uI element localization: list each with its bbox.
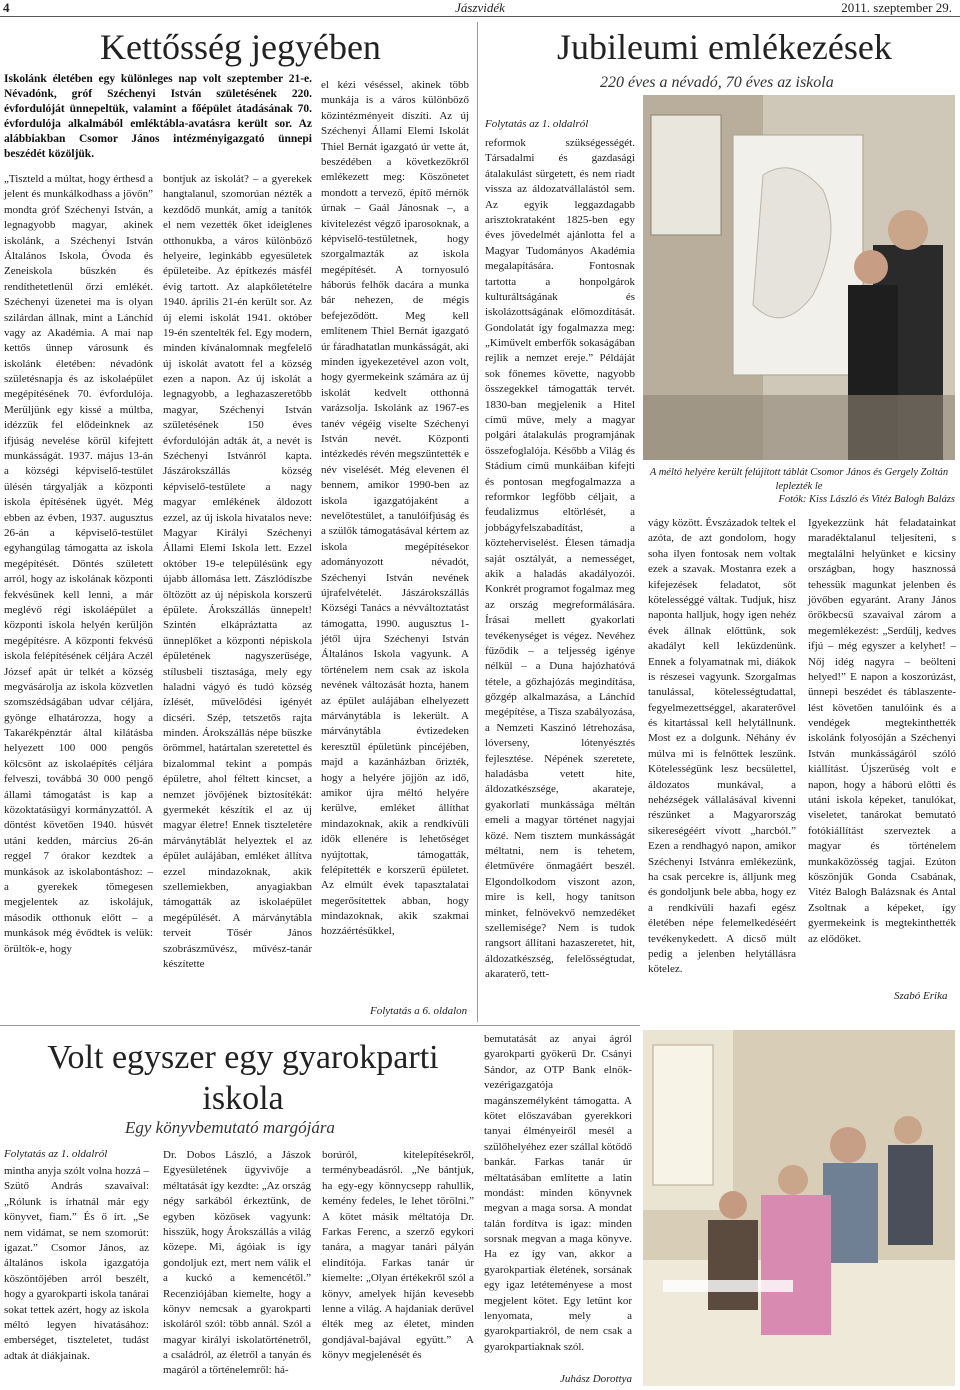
article3-column-4: bemutatását az anyai ágról gyarokparti gyökerű Dr. Csányi Sándor, az OTP Bank elnök-vezérigazgatója magánszemélyként támogatta. A kötet előszavában gyerekkori tanyai élményeiről mesél a szülőhelyéhez ezer szállal kötődő bankár. Farkas tanár úr méltatásában említette a latin mondást: minden könyvnek megvan a maga sorsa. A mondat talán fordítva is igaz: minden sorsnak megvan a maga könyve. Ha ez így van, akkor a gyarokpartiak életének, sorsának egy igaz letéteményese a most megjelent kötet. Egy letűnt kor lenyomata, mely a gyarokpartiakról, de nem csak a gyarokpartiaknak szól. [484, 1033, 632, 1353]
column-divider [477, 22, 478, 1022]
article3-column-3: borúról, kitelepítésekről, terménybeadásról. „Ne bántjuk, ha egy-egy könnycsepp rahullik, kemény fedeles, le lehet törölni.” A kötet másik méltatója Dr. Farkas Ferenc, a szerző egykori tanára, a magyar tanári pályán elindítója. Farkas tanár úr kiemelte: „Olyan értékekről szól a könyv, amelyek híján kevesebb lenne a világ. A hajdaniak derűvel élték meg az életet, minden gondjával-bajával együtt.” A könyv megjelenését és [322, 1149, 474, 1362]
photo-caption [643, 466, 955, 507]
article1-column-1: „Tiszteld a múltat, hogy érthesd a jelent és munkálkodhass a jövőn” mondta gróf Széchenyi István, a legnagyobb magyar, akinek iskolánk, a Széchenyi István Általános Iskola, Óvoda és Zeneiskola büszkén és rendíthetetlenül őrzi emlékét. Széchenyi üzenetei ma is olyan szilárdan állnak, mint a Lánchíd vagy az Akadémia. A mai nap kettős ünnep városunk és iskolánk életében: névadónk születésnapja és az iskolaépület megépítésének 70. évfordulója. Merüljünk egy kissé a múltba, idézzük fel elődeinknek az ifjúság nevelése körül kifejtett munkásságát. 1937. május 13-án a községi képviselő-testület ülésén tárgyalják a központi iskola építésének ügyét. Még ebben az évben, 1937. augusztus 26-án a képviselő-testület egyhangúlag támogatta az iskola megépítését. Döntés született arról, hogy az iskolának központi fekvésűnek kell lenni, a már meglévő régi iskoláépület a központi iskola helyén kerüljön megépítésre. A központi fekvésű iskola felépítésének céljára Aczél József apát úr telkét a község megvásárolja az iskola közvetlen szomszédságában udvar céljára, gyönge elhatározza, hogy a Takarékpénztár által kilátásba helyezett 100 000 pengős kölcsönt az iskolaépítés céljára felveszi, továbbá 30 000 pengő állami támogatást is kap a közoktatásügyi kormányzattól. A döntést követően 1940. húsvét utáni kedden, március 26-án reggel 7 órakor kezdtek a munkások az iskolabontáshoz: – a gyerekek tömegesen megjelentek az iskolájuk, második otthonuk előtt – a munkások még évődtek is velük: örültök-e, hogy [4, 173, 153, 955]
article3-continued-from: Folytatás az 1. oldalról [4, 1148, 108, 1160]
photo-illustration [643, 95, 955, 460]
article2-column-3: Igyekezzünk hát feladatainkat maradéktalanul teljesíteni, s megtalálni helyünket e kicsiny országban, hogy hasznossá tehessük magunkat jelenben és jövőben egyaránt. Arany János örökbecsű szavaival zárom a megemlékezést: „Serdülj, kedves ifjú – még egyszer a kelyhet! – Nőj idég nagyra – beöltеni helyed!” E napon a koszorúzást, ünnepi beszédet és táblaszentelést követően tanulóink és a vendégek megtekinthették iskolánk folyosóján a Széchenyi István munkásságáról szóló kiállítást. Újszerűség volt e napon, hogy a háború előtti és utáni iskola képeket, tanulókat, viseletet, tanárokat bemutató fotókiállítást szerveztek a magyar és történelem munkaközösség tagjai. Ezúton köszönjük Gonda Csabának, Vitéz Balogh Balázsnak és Antal Zsoltnak a képeket, így gyermekeink is megtekinthették az elődöket. [808, 517, 956, 945]
continued-from-note: Folytatás az 1. oldalról [485, 118, 589, 130]
issue-date: 2011. szeptember 29. [841, 0, 952, 15]
article3-column-1: mintha anyja szólt volna hozzá – Szütő András szavaival: „Rólunk is írhatnál már egy könyvet, fiam.” És ő írt. „Se nem vidámat, se nem szomorút: igazat.” Csomor János, az általános iskola igazgatója köszöntőjében arról beszélt, hogy a gyarokparti iskola tanárai sokat tettek azért, hogy az iskola méltó legyen hivatásához: emberséget, tiszteletet, tudást adtak át diákjainak. [4, 1165, 149, 1362]
article2-column-1: reformok szükségességét. Társadalmi és gazdasági átalakulást sürgetett, és nem riadt vissza az áldozatvállalástól sem. Az egyik leggazdagabb arisztokrataként 1825-ben egy éves jövedelmét ajánlotta fel a Magyar Tudományos Akadémia megalapítására. Fontosnak tartotta a honpolgárok kulturáltságának és iskolázottságának előmozdítását. Gondolatát így fogalmazza meg: „Kiművelt emberfők sokaságában rejlik a nemzet ereje.” Példáját sok főnemes követte, nagyobb összegekkel támogatták tervét. 1830-ban megjelenik a Hitel című műve, mely a magyar polgári átalakulás programjának összefoglalója. Később a Világ és Stádium című munkáiban kifejti és pontosan megfogalmazza a reformkor legfőbb céljait, a feudalizmus eltörlését, a jobbágyfelszabadítást, a közteherviselést. Élesen támadja saját osztályát, a nemességet, akik a haladás akadályozói. Konkrét programot fogalmaz meg az ország megreformálására. Írásai mellett gyakorlati tevékenységet is végez. Nevéhez fűződik – a teljesség igénye nélkül – a Duna hajózhatóvá tétele, a gőzhajózás megindítása, gőzgép alkalmazása, a Lánchíd megépítése, a Tisza szabályozása, a Nemzeti Kaszinó létrehozása, lóverseny, lótenyésztés fejlesztése. Népének szeretete, haladásba vetett hite, áldozatkészsége, akarateje, gyakorlati munkássága méltán emeli a magyar történet nagyjai közé. Nem tisztem munkásságát méltatni, nem is tehetem, életművére önmagáért beszél. Elgondolkodom viszont azon, mire is kell, hogy tanítson minket, felnövekvő nemzedéket szellemisége? Nem is tudok rangsort állítani hazaszeretet, hit, áldozatkészség, felelősségtudat, akaraterő, tett- [485, 137, 635, 981]
article2-signature: Szabó Erika [894, 990, 948, 1002]
article2-column-2: vágy között. Évszázadok teltek el azóta, de azt gondolom, hogy soha ilyen fontosak nem voltak ezek a szavak. Mostanra ezek a kifejezések feladatot, sőt kötelességgé váltak. Tudjuk, hisz naponta halljuk, hogy igen nehéz évek állnak előttünk, sok akadályt kell leküzdenünk. Ennek a folyamatnak mi, diákok is részesei vagyunk. Szorgalmas tanulással, kötelességtudattal, fegyelmezettséggel, akaraterővel és kitartással kell helytállnunk. Most ez a dolgunk. Néhány év múlva mi is felnőttek leszünk. Kötelességünk lesz becsülettel, áldozatos munkával, a nehézségek vállalásával kivenni részünket a Magyarország sikereségéért vívott „harcból.” Ezen a rendhagyó napon, amikor Széchenyi Istvánra emlékezünk, ha csak percekre is, álljunk meg és gondoljunk bele abba, hogy ez a rendkívüli hazafi egész életében népe felemelkedéséért tevékenykedett. A dicső múlt pedig a jelenben helytállásra kötelez. [648, 517, 796, 976]
article-lead: Iskolánk életében egy különleges nap volt szeptember 21-e. Névadónk, gróf Széchenyi István születésének 220. évfordulóját ünnepeltük, valamint a főépület átadásának 70. évfordulója alkalmából emléktábla-avatásra került sor. Az alábbiakban Csomor János intézményigazgató ünnepi beszédét közöljük. [4, 73, 312, 160]
caption-text: A méltó helyére került felújított táblát Csomor János és Gergely Zoltán leplezték le [649, 467, 949, 492]
header-rule [0, 16, 960, 17]
section-divider [0, 1025, 640, 1026]
article-title-kettosseg: Kettősség jegyében [100, 27, 381, 67]
page-number: 4 [3, 0, 10, 15]
article3-subtitle: Egy könyvbemutató margójára [125, 1118, 335, 1137]
article1-column-3: el kézi véséssel, akinek több munkája is a város különböző közintézményeit díszíti. Az új Széchenyi Állami Elemi Iskolát Thiel Bernát igazgató úr vette át, beszédében a következőkről emlékezett meg: Köszönetet mondott a tervező, építő mérnök úrnak – Gaál Jánosnak –, a kivitelezést végző iparosoknak, a képviselő-testületnek, hogy szorgalmazták az iskola megépítését. A tornyosuló háborús felhők dacára a munka bár nehezen, de mégis befejeződött. Meg kell említenem Thiel Bernát igazgató úr fáradhatatlan munkásságát, aki minden igyekezetével azon volt, hogy gyermekeink számára az új iskolát kedvelt otthonná varázsolja. Iskolánk az 1967-es tanév végéig viselte Széchenyi István nevét. Központi intézkedés révén megszüntették e név viselését. Még elevenen él bennem, amikor 1990-ben az iskola igazgatójaként a nevelőtestület, a tanulóifjúság és a szülők támogatásával kértem az iskola megépítésekor adományozott névadót, Széchenyi István nevének újrafelvételét. Jászárokszállás Községi Tanács a névváltoztatást támogatta, 1990. augusztus 1-jétől újra Széchenyi István Általános Iskola vagyunk. A történelem nem csak az iskola nevének változását hozta, hanem az épület aulájában elhelyezett márványtábla is lekerült. A márványtábla évtizedeken keresztül épületünk pincéjében, majd a kazánházban őrizték, hogy a helyére jöjjön az idő, amikor újra méltó helyére kerülve, emléket állíthat mindazoknak, akik a rendkívüli idők ellenére is lehetőséget nyújtottak, támogatták, felépítették e korszerű épületet. Az elmúlt évek tapasztalatai megerősítettek abban, hogy mindazoknak, akik szakmai hozzáértésükkel, [321, 79, 469, 938]
title-line-2: iskola [202, 1079, 284, 1117]
article3-signature: Juhász Dorottya [560, 1373, 633, 1385]
book-presentation-photo [643, 1030, 955, 1386]
plaque-unveiling-photo [643, 95, 955, 460]
photo-illustration-2 [643, 1030, 955, 1386]
article-title-jubileumi: Jubileumi emlékezések [557, 27, 892, 67]
photo-credit: Fotók: Kiss László és Vitéz Balogh Balázs [778, 494, 955, 506]
article3-column-2: Dr. Dobos László, a Jászok Egyesületének ügyvivője a méltatását így kezdte: „Az ország négy sarkából érkeztünk, de egyben közösek vagyunk: hisszük, hogy Árokszállás a világ közepe. Mi, ágóiak is így gondoljuk ezt, mert nem válik el a kuckó a kemencétől.” Recenziójában kiemelte, hogy a könyv nemcsak a gyarokparti iskoláról szól: több annál. Szól a magyar királyi iskolatörténetről, a családról, az életről a tanyán és magáról a történelemről: há- [163, 1149, 311, 1377]
article-title-gyarokparti [8, 1038, 478, 1120]
continued-note: Folytatás a 6. oldalon [370, 1005, 468, 1017]
article1-column-2: bontjuk az iskolát? – a gyerekek hangtalanul, szomorúan nézték a kezdődő munkát, amíg a tanítók el nem vezették őket ideiglenes otthonukba, a város különböző helyeire, leginkább egyesületek épületeibe. Az építkezés másfél évig tartott. Az alapkőletételre 1940. április 21-én került sor. Az új elemi iskolát 1941. október 19-én szentelték fel. Egy modern, minden kívánalomnak megfelelő új iskolát avatott fel a község ezen a napon. Az új iskolát a legnagyobb, a leghazaszeretőbb magyar, Széchenyi István születésének 150 éves évfordulóján adták át, a nevét is Széchenyi Istvánról kapta. Jászárokszállás község képviselő-testülete a nagy magyar emlékének áldozott ezzel, az új iskola hivatalos neve: Magyar Királyi Széchenyi Állami Elemi Iskola lett. Ezzel október 19-e településünk egy újabb állomása lett. Zászlódíszbe öltözött az új népiskola korszerű épülete. Árokszállás ünnepelt! Szintén elkápráztatta az ünneplőket a központi népiskola épületének nagyszerűsége, stílusbeli tisztasága, mely egy haladni vágyó és tudó község ízlését, művelődési igényét dicséri. Szép, tetszetős rajta minden. Árokszállás népe büszke örömmel, határtalan szeretettel és bizalommal tekint a pompás épületre, ahol féltett kincset, a nemzet jövőjének biztosítékát: gyermekét készítik el az új magyar életre! Ennek tiszteletére márványtáblát helyeztek el az épület aulájában, emléket állítva ezzel mindazoknak, akik szellemiekben, anyagiakban támogatták az iskolaépület megépülését. A márványtábla terveit Tősér János szobrászművész, művész-tanár készítette [163, 173, 312, 970]
newspaper-name: Jászvidék [455, 0, 505, 15]
article-subtitle: 220 éves a névadó, 70 éves az iskola [600, 74, 834, 91]
title-line-1: Volt egyszer egy gyarokparti [47, 1039, 439, 1076]
